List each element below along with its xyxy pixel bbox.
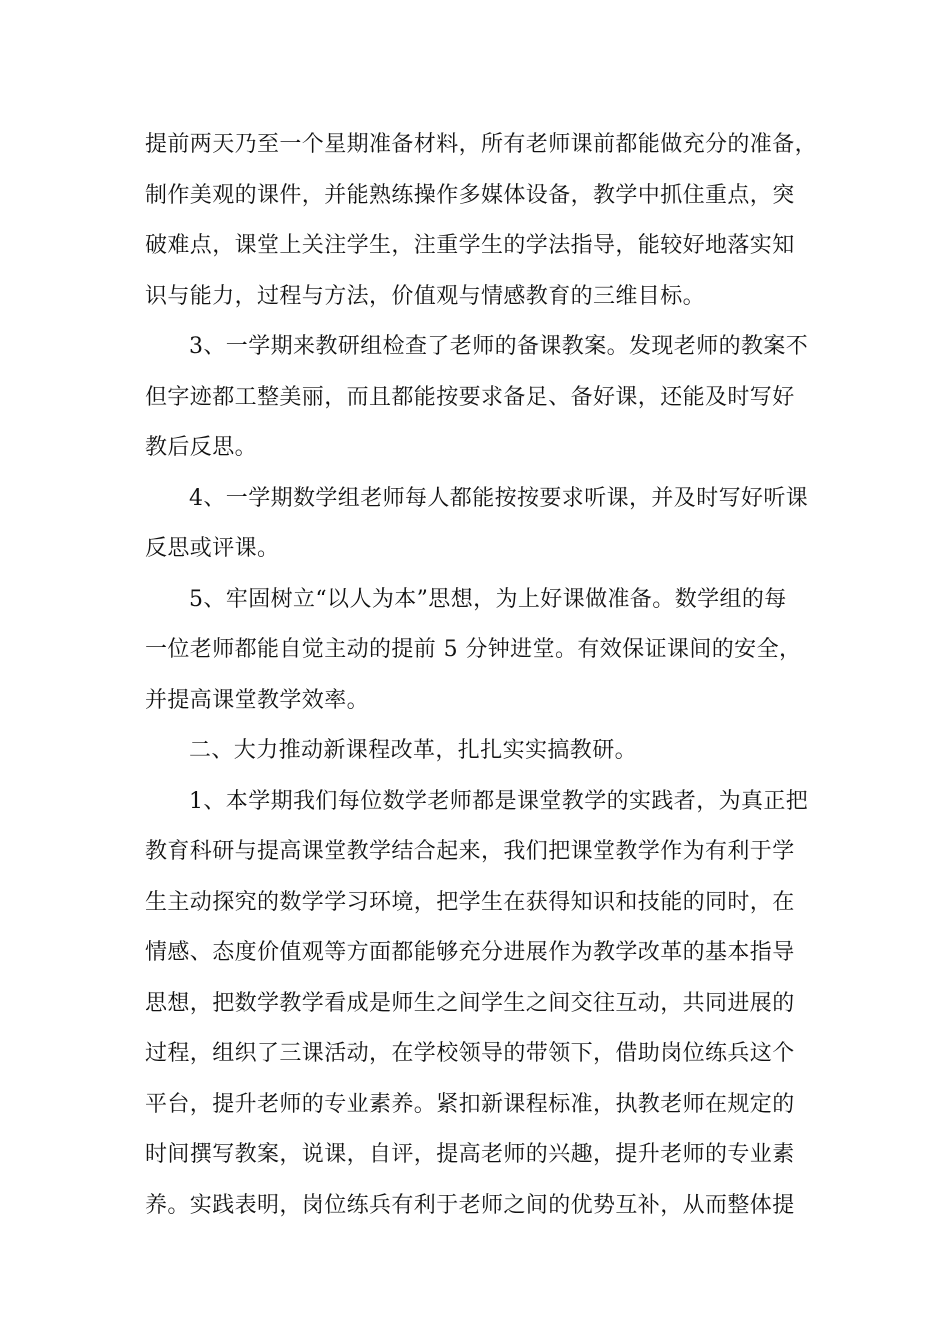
text-line: 过程，组织了三课活动，在学校领导的带领下，借助岗位练兵这个 [145, 1041, 795, 1066]
text-line: 思想，把数学教学看成是师生之间学生之间交往互动，共同进展的 [145, 990, 795, 1016]
text-line: 破难点，课堂上关注学生，注重学生的学法指导，能较好地落实知 [145, 233, 795, 258]
paragraph-start-line: 3、一学期来教研组检查了老师的备课教案。发现老师的教案不 [189, 334, 809, 359]
text-line: 养。实践表明，岗位练兵有利于老师之间的优势互补，从而整体提 [145, 1192, 795, 1218]
text-line: 反思或评课。 [145, 536, 280, 561]
document-body [145, 120, 818, 1231]
text-line: 制作美观的课件，并能熟练操作多媒体设备，教学中抓住重点，突 [145, 182, 795, 208]
text-line: 平台，提升老师的专业素养。紧扣新课程标准，执教老师在规定的 [145, 1091, 795, 1117]
text-line: 并提高课堂教学效率。 [145, 687, 370, 713]
text-line: 一位老师都能自觉主动的提前 5 分钟进堂。有效保证课间的安全， [145, 637, 802, 662]
text-line: 生主动探究的数学学习环境，把学生在获得知识和技能的同时，在 [145, 889, 795, 915]
text-line: 提前两天乃至一个星期准备材料，所有老师课前都能做充分的准备， [145, 132, 818, 157]
text-line: 但字迹都工整美丽，而且都能按要求备足、备好课，还能及时写好 [145, 384, 795, 410]
paragraph-start-line: 1、本学期我们每位数学老师都是课堂教学的实践者，为真正把 [189, 788, 809, 814]
text-line: 教后反思。 [145, 435, 258, 460]
section-heading-line: 二、大力推动新课程改革，扎扎实实搞教研。 [189, 738, 638, 763]
paragraph-start-line: 4、一学期数学组老师每人都能按按要求听课，并及时写好听课 [189, 485, 809, 511]
text-line: 识与能力，过程与方法，价值观与情感教育的三维目标。 [145, 283, 706, 309]
text-line: 时间撰写教案，说课，自评，提高老师的兴趣，提升老师的专业素 [145, 1142, 795, 1167]
paragraph-start-line: 5、牢固树立“以人为本”思想，为上好课做准备。数学组的每 [189, 586, 787, 612]
text-line: 教育科研与提高课堂教学结合起来，我们把课堂教学作为有利于学 [145, 839, 795, 864]
text-line: 情感、态度价值观等方面都能够充分进展作为教学改革的基本指导 [145, 940, 795, 965]
